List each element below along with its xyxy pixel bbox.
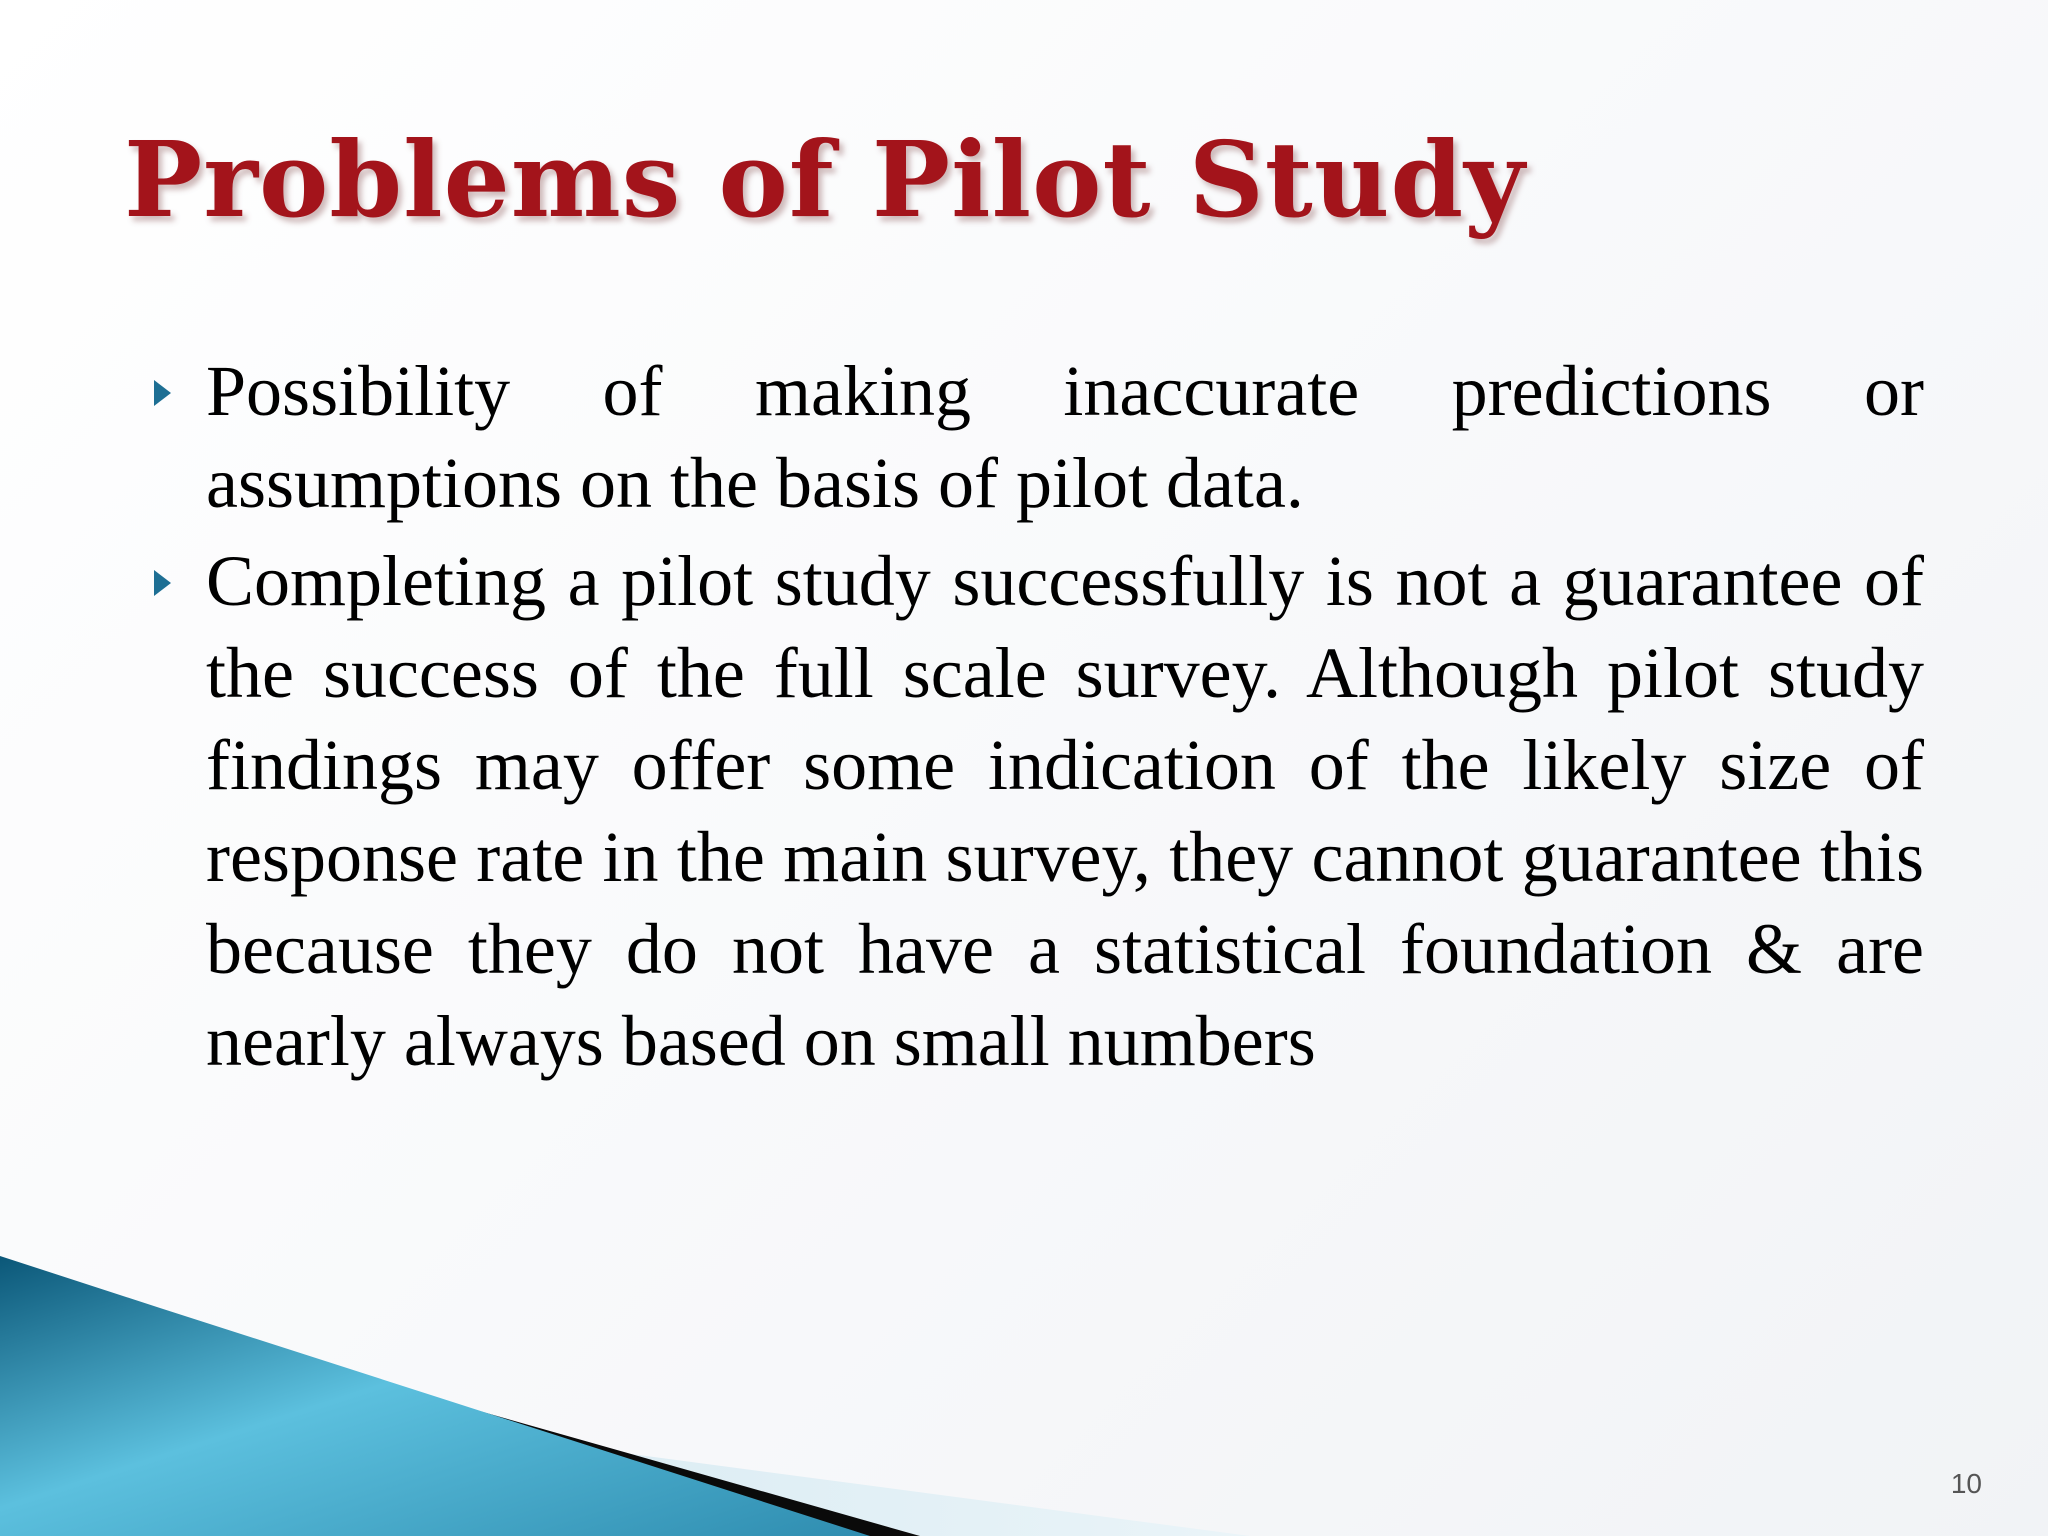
bullet-text: Completing a pilot study successfully is not a guarantee of the success of the full scale survey. Although pilot study findings may offer some indication of the likely size of response rate in the main survey, they cannot guarantee this because they do not have a statistical foundation & are nearly always based on small numbers — [206, 541, 1924, 1081]
triangle-right-icon — [154, 380, 171, 406]
bullet-list — [140, 345, 1924, 1093]
slide-title: Problems of Pilot Study — [124, 118, 1526, 241]
bullet-text: Possibility of making inaccurate predictions or assumptions on the basis of pilot data. — [206, 351, 1924, 523]
slide-number: 10 — [1950, 1468, 1982, 1499]
bullet-item — [140, 535, 1924, 1087]
bottom-swoosh-decoration — [0, 1256, 2048, 1536]
bullet-item — [140, 345, 1924, 529]
triangle-right-icon — [154, 570, 171, 596]
